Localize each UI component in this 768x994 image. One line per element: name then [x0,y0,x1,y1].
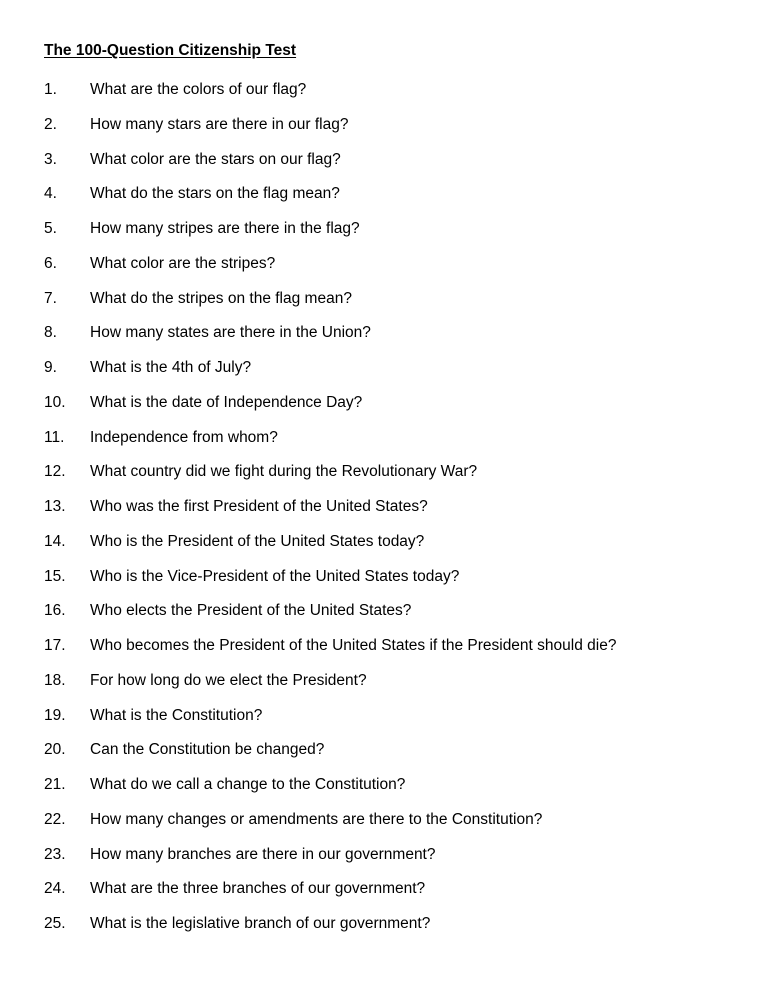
question-item [44,602,616,637]
question-text: Can the Constitution be changed? [90,741,325,759]
question-item [44,533,616,568]
question-item [44,846,616,881]
document-title: The 100-Question Citizenship Test [44,42,297,59]
question-number: 3. [44,150,57,168]
question-text: Who becomes the President of the United States if the President should die? [90,637,617,654]
question-item [44,880,616,915]
question-text: What do the stars on the flag mean? [90,185,340,203]
question-number: 18. [44,671,66,689]
question-number: 19. [44,706,66,724]
question-text: What is the date of Independence Day? [90,393,363,411]
question-text: For how long do we elect the President? [90,671,367,689]
question-item [44,707,616,742]
question-text: What color are the stripes? [90,254,276,272]
question-number: 7. [44,289,57,307]
question-text: Who elects the President of the United States? [90,602,412,620]
question-number: 25. [44,915,66,932]
question-text: What do the stripes on the flag mean? [90,289,352,307]
question-item [44,463,616,498]
question-text: What are the colors of our flag? [90,81,307,98]
question-item [44,741,616,776]
question-number: 20. [44,741,66,759]
question-text: How many states are there in the Union? [90,324,371,342]
question-item [44,185,616,220]
question-number: 9. [44,359,57,376]
question-number: 10. [44,393,66,411]
question-text: What do we call a change to the Constitution? [90,776,406,793]
question-number: 15. [44,567,66,585]
question-item [44,81,616,116]
question-text: Who is the Vice-President of the United States today? [90,567,460,585]
question-number: 21. [44,776,66,793]
question-item [44,324,616,359]
question-text: How many changes or amendments are there to the Constitution? [90,810,543,828]
question-text: How many stripes are there in the flag? [90,220,360,237]
question-text: How many branches are there in our government? [90,845,436,863]
question-text: How many stars are there in our flag? [90,115,349,133]
question-number: 13. [44,498,66,515]
question-text: Independence from whom? [90,428,278,446]
question-item [44,776,616,811]
question-number: 1. [44,81,57,98]
question-number: 14. [44,532,66,550]
question-text: What is the Constitution? [90,706,263,724]
question-number: 17. [44,637,66,654]
question-number: 23. [44,845,66,863]
question-number: 11. [44,428,65,446]
question-number: 5. [44,220,57,237]
question-text: What is the 4th of July? [90,359,252,376]
question-item [44,915,616,950]
question-item [44,498,616,533]
question-number: 12. [44,463,66,481]
question-item [44,220,616,255]
question-item [44,811,616,846]
question-text: What are the three branches of our government? [90,880,426,898]
question-number: 22. [44,810,66,828]
question-number: 24. [44,880,66,898]
question-item [44,429,616,464]
question-list [44,81,616,950]
question-item [44,359,616,394]
question-item [44,672,616,707]
question-item [44,255,616,290]
question-item [44,116,616,151]
question-number: 2. [44,115,57,133]
question-number: 16. [44,602,66,620]
question-item [44,151,616,186]
question-item [44,394,616,429]
question-text: What country did we fight during the Revolutionary War? [90,463,478,481]
question-item [44,637,616,672]
question-number: 4. [44,185,57,203]
question-item [44,568,616,603]
question-item [44,290,616,325]
question-text: What is the legislative branch of our government? [90,915,431,932]
question-text: Who was the first President of the United States? [90,498,428,515]
question-number: 6. [44,254,57,272]
question-text: What color are the stars on our flag? [90,150,341,168]
question-number: 8. [44,324,57,342]
question-text: Who is the President of the United States today? [90,532,425,550]
